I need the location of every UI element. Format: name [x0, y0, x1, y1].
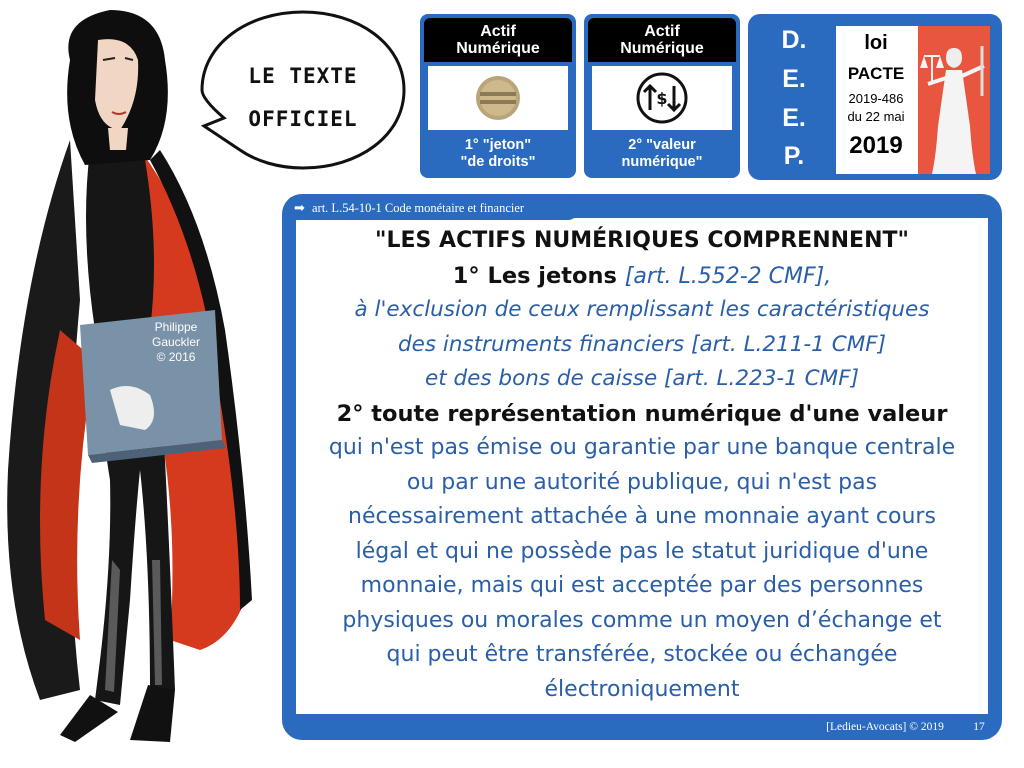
card-header-line: Actif [644, 23, 680, 40]
card-header-line: Numérique [456, 40, 540, 57]
card-footer-line: 2° "valeur [628, 137, 696, 153]
illustration-credit [138, 320, 214, 365]
token-coin-icon [428, 66, 568, 130]
speech-bubble [198, 8, 408, 178]
item2-line: qui n'est pas émise ou garantie par une banque centrale [328, 435, 956, 460]
item1-ref: [art. L.552-2 CMF], [624, 263, 832, 289]
item2-line: légal et qui ne possède pas le statut juridique d'une [355, 538, 929, 564]
item2-line: électroniquement [544, 676, 740, 702]
law-name: PACTE [847, 64, 905, 83]
item1-line: à l'exclusion de ceux remplissant les caractéristiques [354, 297, 930, 322]
credit-line: Gauckler [151, 335, 201, 349]
card-footer-line: "de droits" [460, 154, 536, 170]
item1-title: 1° Les jetons [452, 262, 617, 289]
deep-letter: D. [781, 26, 807, 54]
deep-letter: E. [782, 65, 806, 93]
card-header-line: Numérique [620, 40, 704, 57]
item1-heading [296, 259, 988, 294]
law-type: loi [864, 32, 888, 54]
card-footer [588, 134, 736, 174]
item2-line: nécessairement attachée à une monnaie ayant cours [348, 504, 936, 529]
law-number: 2019-486 [848, 91, 904, 106]
law-card [836, 26, 990, 174]
card-footer-line: 1° "jeton" [464, 137, 532, 153]
item2-line: monnaie, mais qui est acceptée par des personnes [360, 573, 924, 598]
text-title: "LES ACTIFS NUMÉRIQUES COMPRENNENT" [375, 228, 909, 253]
dollar-exchange-icon [592, 66, 732, 130]
law-year: 2019 [849, 132, 903, 159]
lady-justice-icon [918, 26, 990, 174]
card-footer-line: numérique" [621, 154, 703, 170]
credit-line: © 2016 [156, 350, 196, 364]
copyright-footer: [Ledieu-Avocats] © 2019 [810, 716, 960, 738]
item2-line: physiques ou morales comme un moyen d’échange et [342, 607, 942, 633]
bubble-text-line: LE TEXTE [248, 64, 358, 88]
card-icon-area [592, 66, 732, 130]
deep-letter: P. [783, 142, 805, 170]
svg-text:$: $ [656, 89, 668, 108]
card-jeton [420, 14, 576, 178]
arrow-right-icon: ➡ [294, 200, 305, 215]
item1-line: des instruments financiers [art. L.211-1 CMF] [397, 331, 887, 357]
card-icon-area [428, 66, 568, 130]
item2-line: qui peut être transférée, stockée ou échangée [386, 642, 898, 667]
law-info [836, 26, 916, 174]
card-valeur-numerique [584, 14, 740, 178]
card-footer [424, 134, 572, 174]
reference-tab [286, 196, 578, 220]
page-number: 17 [964, 716, 994, 738]
law-date: du 22 mai [847, 109, 905, 124]
reference-text: art. L.54-10-1 Code monétaire et financier [312, 201, 525, 215]
credit-line: Philippe [154, 320, 198, 334]
card-header-line: Actif [480, 23, 516, 40]
deep-law-panel [748, 14, 1002, 180]
deep-letter: E. [782, 104, 806, 132]
card-header [424, 18, 572, 62]
item1-line: et des bons de caisse [art. L.223-1 CMF] [425, 366, 859, 391]
item2-line: ou par une autorité publique, qui n'est pas [406, 469, 878, 495]
legal-text [296, 224, 988, 707]
card-header [588, 18, 736, 62]
bubble-text-line: OFFICIEL [248, 107, 358, 131]
item2-title: 2° toute représentation numérique d'une valeur [336, 400, 948, 427]
